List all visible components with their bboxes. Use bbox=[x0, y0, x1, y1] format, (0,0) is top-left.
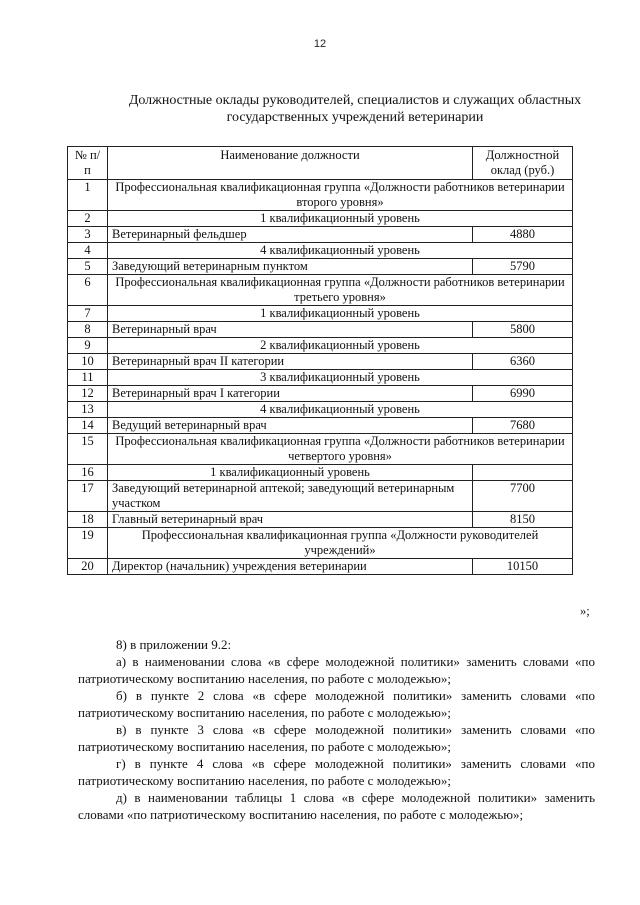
row-number: 1 bbox=[68, 180, 108, 211]
row-number: 14 bbox=[68, 418, 108, 434]
row-number: 6 bbox=[68, 275, 108, 306]
table-row bbox=[68, 386, 573, 402]
salary-value: 8150 bbox=[473, 512, 573, 528]
qualification-level: 2 квалификационный уровень bbox=[108, 338, 573, 354]
table-row bbox=[68, 354, 573, 370]
header-salary: Должностной оклад (руб.) bbox=[473, 147, 573, 180]
qualification-level: 3 квалификационный уровень bbox=[108, 370, 573, 386]
row-number: 17 bbox=[68, 481, 108, 512]
qualification-level: 1 квалификационный уровень bbox=[108, 465, 473, 481]
table-row bbox=[68, 227, 573, 243]
salary-value: 5790 bbox=[473, 259, 573, 275]
table-row bbox=[68, 465, 573, 481]
row-number: 13 bbox=[68, 402, 108, 418]
position-name: Ведущий ветеринарный врач bbox=[108, 418, 473, 434]
table-row bbox=[68, 434, 573, 465]
amendment-paragraph: 8) в приложении 9.2: bbox=[116, 637, 232, 652]
position-name: Ветеринарный врач bbox=[108, 322, 473, 338]
salary-value: 7700 bbox=[473, 481, 573, 512]
empty-cell bbox=[473, 465, 573, 481]
qualification-level: 4 квалификационный уровень bbox=[108, 243, 573, 259]
table-row bbox=[68, 211, 573, 227]
qualification-group: Профессиональная квалификационная группа «Должности работников ветеринарии второго уровня» bbox=[108, 180, 573, 211]
header-num: № п/п bbox=[68, 147, 108, 180]
amendment-paragraph: в) в пункте 3 слова «в сфере молодежной политики» заменить словами «по патриотическому воспитанию населения, по работе с молодежью»; bbox=[78, 722, 595, 754]
table-row bbox=[68, 481, 573, 512]
qualification-level: 1 квалификационный уровень bbox=[108, 211, 573, 227]
qualification-level: 4 квалификационный уровень bbox=[108, 402, 573, 418]
qualification-group: Профессиональная квалификационная группа «Должности работников ветеринарии третьего уровня» bbox=[108, 275, 573, 306]
position-name: Ветеринарный врач I категории bbox=[108, 386, 473, 402]
table-row bbox=[68, 528, 573, 559]
table-row bbox=[68, 338, 573, 354]
position-name: Директор (начальник) учреждения ветеринарии bbox=[108, 559, 473, 575]
table-row bbox=[68, 418, 573, 434]
salary-value: 5800 bbox=[473, 322, 573, 338]
amendment-paragraph: а) в наименовании слова «в сфере молодежной политики» заменить словами «по патриотическому воспитанию населения, по работе с молодежью»; bbox=[78, 654, 595, 686]
closing-quote: »; bbox=[580, 604, 590, 618]
row-number: 8 bbox=[68, 322, 108, 338]
table-row bbox=[68, 322, 573, 338]
table-row bbox=[68, 559, 573, 575]
row-number: 5 bbox=[68, 259, 108, 275]
page-number: 12 bbox=[313, 38, 327, 50]
position-name: Заведующий ветеринарным пунктом bbox=[108, 259, 473, 275]
salary-value: 4880 bbox=[473, 227, 573, 243]
table-row bbox=[68, 275, 573, 306]
table-header-row bbox=[68, 147, 573, 180]
row-number: 18 bbox=[68, 512, 108, 528]
row-number: 12 bbox=[68, 386, 108, 402]
qualification-level: 1 квалификационный уровень bbox=[108, 306, 573, 322]
table-row bbox=[68, 243, 573, 259]
amendment-paragraph: б) в пункте 2 слова «в сфере молодежной политики» заменить словами «по патриотическому воспитанию населения, по работе с молодежью»; bbox=[78, 688, 595, 720]
row-number: 2 bbox=[68, 211, 108, 227]
position-name: Ветеринарный врач II категории bbox=[108, 354, 473, 370]
position-name: Ветеринарный фельдшер bbox=[108, 227, 473, 243]
row-number: 15 bbox=[68, 434, 108, 465]
row-number: 16 bbox=[68, 465, 108, 481]
table-row bbox=[68, 306, 573, 322]
position-name: Главный ветеринарный врач bbox=[108, 512, 473, 528]
row-number: 4 bbox=[68, 243, 108, 259]
table-row bbox=[68, 512, 573, 528]
salary-value: 6990 bbox=[473, 386, 573, 402]
row-number: 11 bbox=[68, 370, 108, 386]
table-row bbox=[68, 180, 573, 211]
row-number: 3 bbox=[68, 227, 108, 243]
salary-value: 6360 bbox=[473, 354, 573, 370]
salary-value: 10150 bbox=[473, 559, 573, 575]
amendments-text bbox=[78, 636, 595, 823]
row-number: 7 bbox=[68, 306, 108, 322]
row-number: 9 bbox=[68, 338, 108, 354]
salary-value: 7680 bbox=[473, 418, 573, 434]
table-row bbox=[68, 402, 573, 418]
row-number: 19 bbox=[68, 528, 108, 559]
amendment-paragraph: д) в наименовании таблицы 1 слова «в сфере молодежной политики» заменить словами «по патриотическому воспитанию населения, по работе с молодежью»; bbox=[78, 790, 595, 822]
header-name: Наименование должности bbox=[108, 147, 473, 180]
row-number: 10 bbox=[68, 354, 108, 370]
table-title: Должностные оклады руководителей, специалистов и служащих областных государственных учреждений ветеринарии bbox=[128, 93, 582, 125]
qualification-group: Профессиональная квалификационная группа «Должности руководителей учреждений» bbox=[108, 528, 573, 559]
amendment-paragraph: г) в пункте 4 слова «в сфере молодежной политики» заменить словами «по патриотическому воспитанию населения, по работе с молодежью»; bbox=[78, 756, 595, 788]
table-row bbox=[68, 259, 573, 275]
salary-table bbox=[67, 146, 573, 575]
table-row bbox=[68, 370, 573, 386]
row-number: 20 bbox=[68, 559, 108, 575]
qualification-group: Профессиональная квалификационная группа «Должности работников ветеринарии четвертого уровня» bbox=[108, 434, 573, 465]
position-name: Заведующий ветеринарной аптекой; заведующий ветеринарным участком bbox=[108, 481, 473, 512]
